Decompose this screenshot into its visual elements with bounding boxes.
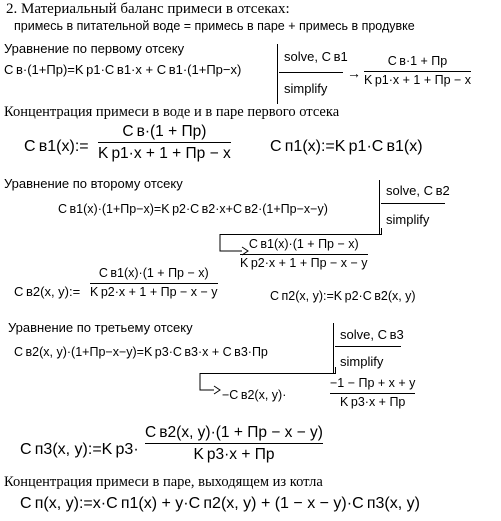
eq2-simplify-command[interactable]: simplify xyxy=(386,212,430,227)
eq3-result-prefix: −C в2(x, y)· xyxy=(222,388,287,402)
eq3-return-line xyxy=(200,373,336,374)
eq2-result-bar xyxy=(240,254,368,255)
cp3-fraction xyxy=(145,424,323,463)
eq1-command-divider xyxy=(279,72,343,73)
eq1-result-bar xyxy=(364,71,471,72)
final-formula: C п(x, y):=x·C п1(x) + y·C п2(x, y) + (1 − x − y)·C п3(x, y) xyxy=(20,495,420,512)
subtitle: примесь в питательной воде = примесь в паре + примесь в продувке xyxy=(14,19,415,33)
conc1-heading: Концентрация примеси в воде и в паре первого отсека xyxy=(4,104,340,120)
conc1-denominator: K р1·x + 1 + Пр − x xyxy=(98,145,231,163)
eq1-solve-command[interactable]: solve, C в1 xyxy=(284,49,348,64)
eq3-return-tick xyxy=(335,367,336,374)
cv2-numerator: C в1(x)·(1 + Пр − x) xyxy=(98,266,209,280)
eq3-solve-command[interactable]: solve, C в3 xyxy=(340,327,404,342)
eq3-heading: Уравнение по третьему отсеку xyxy=(8,320,193,335)
cv2-denominator: K р2·x + 1 + Пр − x − y xyxy=(90,284,218,299)
eq3-result-numerator: −1 − Пр + x + y xyxy=(330,376,416,390)
eq2-heading: Уравнение по второму отсеку xyxy=(4,176,183,191)
eq3-result-bar xyxy=(330,393,415,394)
eq2-return-tick xyxy=(381,228,382,235)
cp3-bar xyxy=(145,443,323,444)
eq2-command-divider xyxy=(381,203,445,204)
eq3-result-fraction xyxy=(330,377,415,410)
conc1-fraction xyxy=(98,123,231,162)
eq2-operator-bar xyxy=(379,180,380,234)
cp1-definition: C п1(x):=K р1·C в1(x) xyxy=(270,138,423,155)
eq2-result-denominator: K р2·x + 1 + Пр − x − y xyxy=(240,255,368,270)
eq1-result-arrow: → xyxy=(347,65,361,81)
eq3-command-divider xyxy=(335,346,401,347)
conc1-lhs: C в1(x):= xyxy=(24,138,89,155)
eq2-solve-command[interactable]: solve, C в2 xyxy=(386,183,450,198)
conc1-numerator: C в·(1 + Пр) xyxy=(122,123,207,140)
cp2-definition: C п2(x, y):=K р2·C в2(x, y) xyxy=(270,289,416,303)
eq3-lhs: C в2(x, y)·(1+Пр−x−y)=K р3·C в3·x + C в3·Пр xyxy=(14,345,268,359)
cp3-denominator: K р3·x + Пр xyxy=(193,446,275,464)
conc1-bar xyxy=(98,142,231,143)
cp3-lhs: C п3(x, y):=K р3· xyxy=(20,441,139,458)
eq1-heading: Уравнение по первому отсеку xyxy=(4,41,185,56)
cv2-bar xyxy=(90,283,218,284)
section-title: 2. Материальный баланс примеси в отсеках: xyxy=(6,1,290,17)
eq3-result-denominator: K р3·x + Пр xyxy=(340,394,406,409)
eq1-result-fraction xyxy=(364,55,471,88)
cv2-fraction xyxy=(90,267,218,300)
eq3-operator-bar xyxy=(333,323,334,373)
final-heading: Концентрация примеси в паре, выходящем из котла xyxy=(4,474,323,490)
cv2-lhs: C в2(x, y):= xyxy=(14,284,81,299)
eq1-result-denominator: K р1·x + 1 + Пр − x xyxy=(364,72,472,87)
eq2-result-numerator: C в1(x)·(1 + Пр − x) xyxy=(248,237,359,251)
eq2-lhs: C в1(x)·(1+Пр−x)=K р2·C в2·x+C в2·(1+Пр−x−y) xyxy=(58,202,328,216)
eq1-lhs: C в·(1+Пр)=K р1·C в1·x + C в1·(1+Пр−x) xyxy=(4,62,242,77)
eq1-operator-bar xyxy=(277,44,278,104)
eq2-result-fraction xyxy=(240,238,368,271)
eq3-return-arrow xyxy=(192,373,220,395)
eq1-result-numerator: C в·1 + Пр xyxy=(387,54,448,68)
eq3-simplify-command[interactable]: simplify xyxy=(340,354,384,369)
cp3-numerator: C в2(x, y)·(1 + Пр − x − y) xyxy=(145,424,323,441)
eq2-return-line xyxy=(220,234,382,235)
eq1-simplify-command[interactable]: simplify xyxy=(284,81,328,96)
